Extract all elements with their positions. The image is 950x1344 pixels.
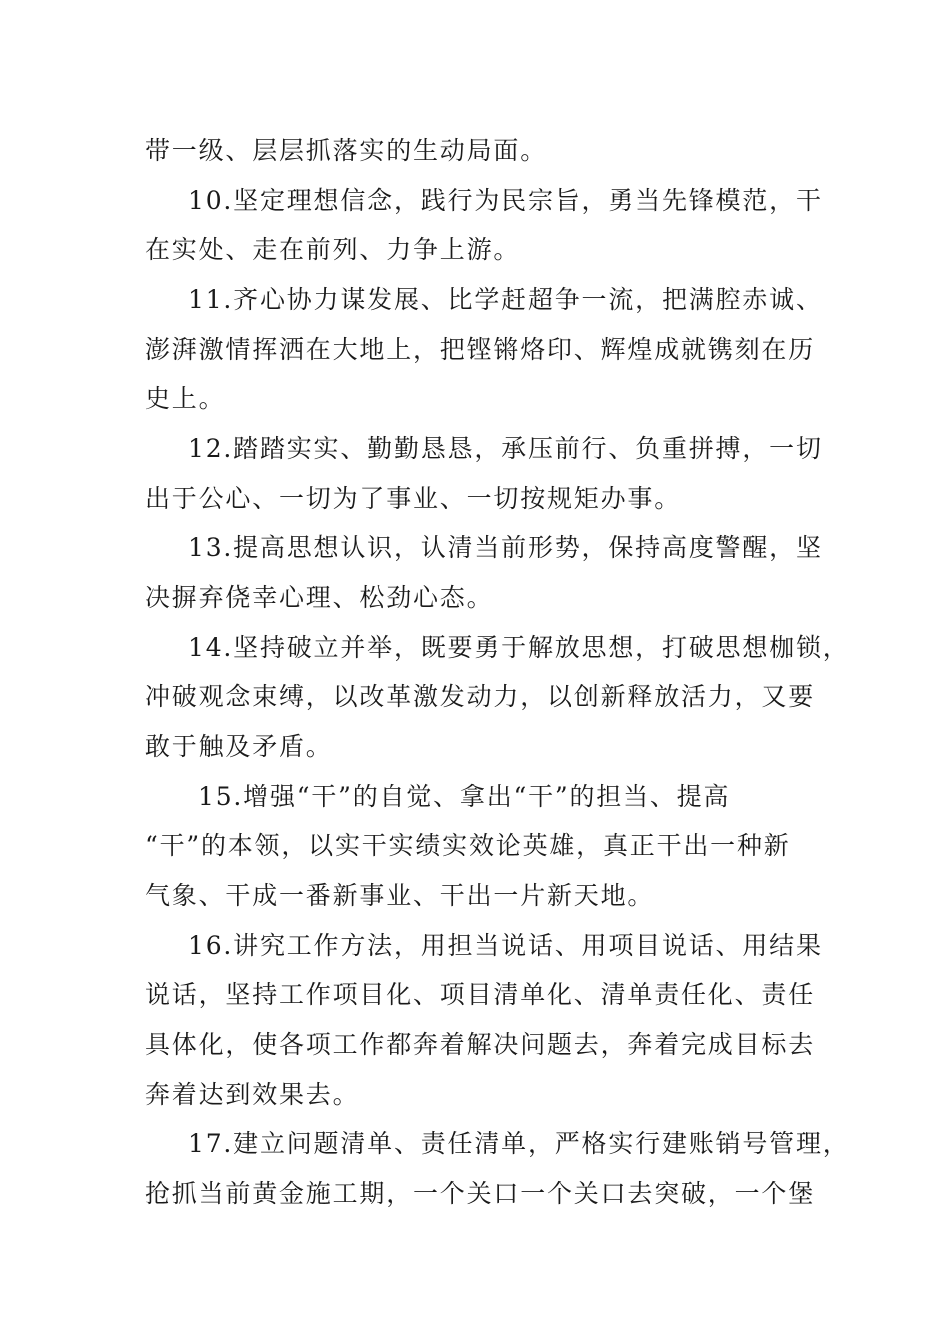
text-line: 具体化，使各项工作都奔着解决问题去，奔着完成目标去 (145, 1030, 816, 1059)
text-line: “干”的本领，以实干实绩实效论英雄，真正干出一种新 (145, 831, 791, 860)
text-line: 带一级、层层抓落实的生动局面。 (145, 136, 548, 165)
text-line: 抢抓当前黄金施工期，一个关口一个关口去突破，一个堡 (145, 1179, 816, 1208)
text-line: 奔着达到效果去。 (145, 1080, 360, 1109)
text-line: 16.讲究工作方法，用担当说话、用项目说话、用结果 (188, 931, 823, 960)
text-line: 出于公心、一切为了事业、一切按规矩办事。 (145, 484, 682, 513)
text-line: 敢于触及矛盾。 (145, 732, 333, 761)
text-line: 10.坚定理想信念，践行为民宗旨，勇当先锋模范，干 (188, 186, 823, 215)
text-line: 14.坚持破立并举，既要勇于解放思想，打破思想枷锁， (188, 633, 850, 662)
text-line: 在实处、走在前列、力争上游。 (145, 235, 521, 264)
text-line: 说话，坚持工作项目化、项目清单化、清单责任化、责任 (145, 980, 816, 1009)
text-line: 决摒弃侥幸心理、松劲心态。 (145, 583, 494, 612)
text-line: 冲破观念束缚，以改革激发动力，以创新释放活力，又要 (145, 682, 816, 711)
text-line: 气象、干成一番新事业、干出一片新天地。 (145, 881, 655, 910)
text-line: 17.建立问题清单、责任清单，严格实行建账销号管理， (188, 1129, 850, 1158)
text-line: 澎湃激情挥洒在大地上，把铿锵烙印、辉煌成就镌刻在历 (145, 335, 816, 364)
text-line: 15.增强“干”的自觉、拿出“干”的担当、提高 (198, 782, 731, 811)
text-line: 13.提高思想认识，认清当前形势，保持高度警醒，坚 (188, 533, 823, 562)
text-line: 12.踏踏实实、勤勤恳恳，承压前行、负重拼搏，一切 (188, 434, 823, 463)
text-line: 11.齐心协力谋发展、比学赶超争一流，把满腔赤诚、 (188, 285, 823, 314)
text-line: 史上。 (145, 384, 226, 413)
